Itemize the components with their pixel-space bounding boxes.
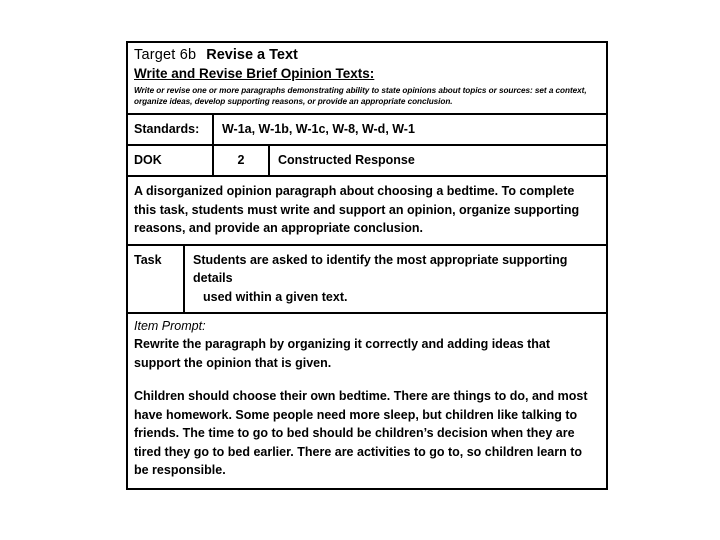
task-line-1: Students are asked to identify the most appropriate supporting details xyxy=(193,252,568,285)
description-row xyxy=(128,177,606,246)
target-label: Target 6b xyxy=(134,47,197,63)
item-prompt-text: Rewrite the paragraph by organizing it correctly and adding ideas that support the opinion that is given. xyxy=(134,337,551,370)
dok-value: 2 xyxy=(214,146,270,175)
dok-row xyxy=(128,146,606,177)
item-prompt-label: Item Prompt: xyxy=(134,319,206,333)
task-row xyxy=(128,246,606,315)
target-title: Revise a Text xyxy=(206,47,298,63)
task-value xyxy=(185,246,606,313)
task-line-2: used within a given text. xyxy=(203,289,348,304)
header-cell xyxy=(128,43,606,113)
dok-label: DOK xyxy=(128,146,214,175)
item-prompt-cell xyxy=(128,314,606,488)
dok-response-type: Constructed Response xyxy=(278,153,415,167)
description-text: A disorganized opinion paragraph about choosing a bedtime. To complete this task, students must write and support an opinion, organize supporting reasons, and provide an appropriate conclusion. xyxy=(134,184,580,235)
card-header-row xyxy=(128,43,606,115)
item-prompt-row xyxy=(128,314,606,488)
card-blurb: Write or revise one or more paragraphs demonstrating ability to state opinions about topics or sources: set a context, organize ideas, develop supporting reasons, or provide an appropriate conclusion. xyxy=(134,86,587,106)
prompt-spacer xyxy=(134,372,598,387)
student-passage-text: Children should choose their own bedtime. There are things to do, and most have homework. Some people need more sleep, but children like talking to friends. The time to go to bed should be children’s decision when they are tired they go to bed earlier. There are activities to go to, so children learn to be responsible. xyxy=(134,389,588,477)
assessment-item-card xyxy=(126,41,608,490)
standards-value: W-1a, W-1b, W-1c, W-8, W-d, W-1 xyxy=(222,122,415,136)
standards-label: Standards: xyxy=(128,115,214,144)
standards-row xyxy=(128,115,606,146)
task-label: Task xyxy=(128,246,185,313)
target-line xyxy=(134,47,600,64)
card-subtitle: Write and Revise Brief Opinion Texts: xyxy=(134,66,375,81)
